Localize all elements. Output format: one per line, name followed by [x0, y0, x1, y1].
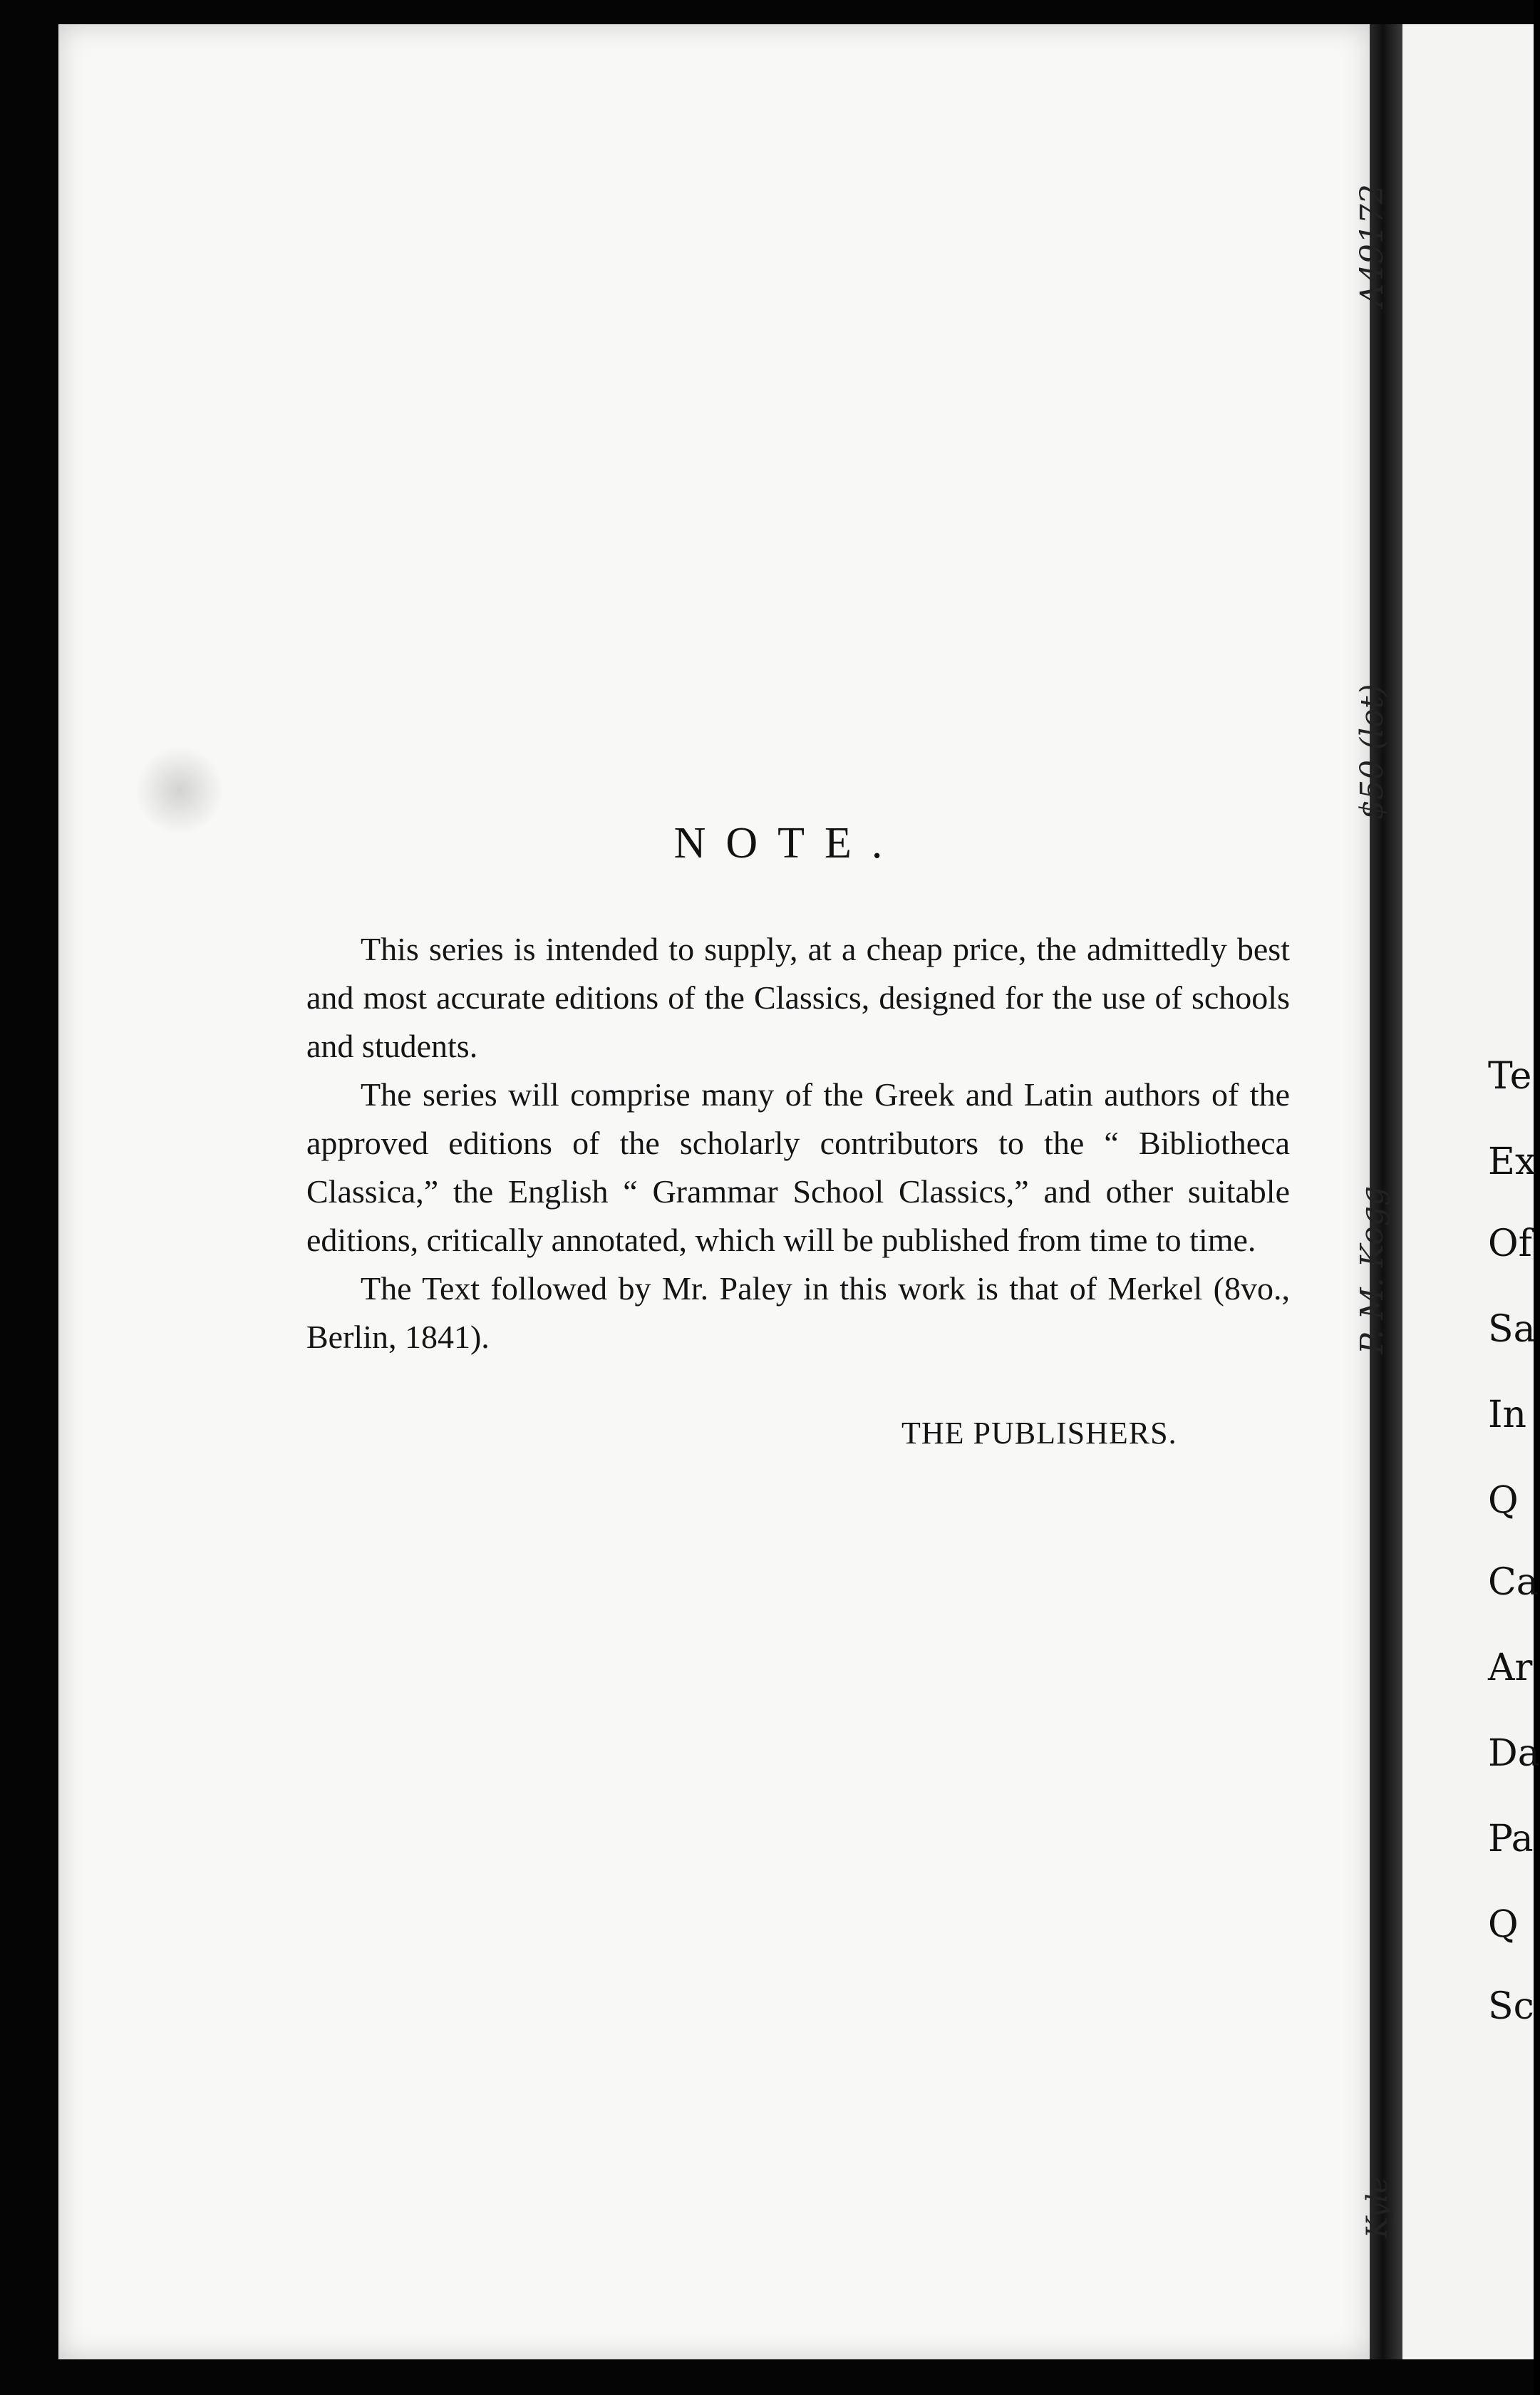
facing-page-fragment: Pa [1488, 1818, 1534, 1860]
facing-page-fragment: Ar [1488, 1647, 1533, 1689]
facing-page-fragment: Sc [1488, 1985, 1534, 2028]
handwritten-catalog-number: A49172 [1354, 184, 1390, 307]
handwritten-note: P. M. Kogg [1354, 1185, 1390, 1354]
facing-page-fragment: Te [1488, 1055, 1532, 1098]
note-paragraph: The Text followed by Mr. Paley in this work is that of Merkel (8vo., Berlin, 1841). [306, 1270, 1290, 1355]
handwritten-mark: Kyle [1361, 2176, 1394, 2238]
note-paragraph: This series is intended to supply, at a cheap price, the admittedly best and most accurate editions of the Classics, designed for the use of schools and students. [306, 931, 1290, 1064]
note-title: NOTE. [673, 819, 903, 867]
facing-page-fragment: Q [1488, 1479, 1519, 1522]
facing-page-fragment: Da [1488, 1732, 1540, 1775]
facing-page-fragment: Ex [1488, 1140, 1536, 1183]
facing-page-fragment: In [1488, 1394, 1527, 1436]
publishers-signature: THE PUBLISHERS. [901, 1416, 1177, 1451]
facing-page-fragment: Of [1488, 1222, 1532, 1265]
note-paragraph: The series will comprise many of the Greek and Latin authors of the approved editions of the scholarly contributors to the “ Bibliotheca Classica,” the English “ Grammar School Classics,” and other suitable editions, critically annotated, which will be published from time to time. [306, 1076, 1290, 1258]
facing-page-fragment: Q [1488, 1903, 1519, 1946]
handwritten-price: $50 (lot) [1354, 684, 1390, 820]
facing-page-fragment: Ca [1488, 1561, 1539, 1604]
facing-page-fragment: Sa [1488, 1308, 1536, 1351]
note-body [306, 925, 1290, 1361]
